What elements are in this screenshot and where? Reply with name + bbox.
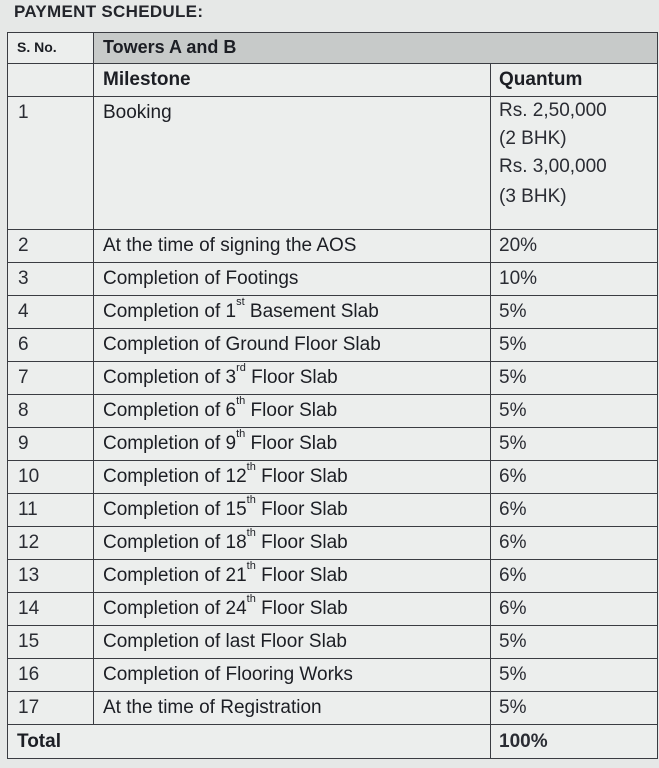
row-milestone [94,428,491,461]
total-value: 100% [491,725,658,759]
row-quantum: 5% [491,692,658,725]
row-sno: 12 [8,527,94,560]
quantum-3bhk-amount: Rs. 3,00,000 [499,156,607,177]
table-row [8,626,658,659]
table-row-booking [8,97,658,230]
ordinal-suffix: th [246,593,256,605]
row-quantum: 5% [491,626,658,659]
table-row [8,329,658,362]
row-milestone: At the time of Registration [94,692,491,725]
row-quantum: 6% [491,527,658,560]
table-row [8,494,658,527]
row-milestone [94,560,491,593]
quantum-2bhk-amount: Rs. 2,50,000 [499,100,607,121]
empty-cell [8,64,94,97]
row-sno: 10 [8,461,94,494]
milestone-text-suffix: Floor Slab [261,466,348,487]
payment-schedule-table [7,32,658,759]
row-sno: 9 [8,428,94,461]
row-quantum: 6% [491,494,658,527]
quantum-3bhk-type: (3 BHK) [499,186,567,207]
row-quantum: 6% [491,560,658,593]
row-quantum: 5% [491,362,658,395]
milestone-text: Completion of 15 [103,499,247,520]
milestone-text-suffix: Floor Slab [261,499,348,520]
milestone-text-suffix: Floor Slab [261,565,348,586]
ordinal-suffix: th [246,461,256,473]
row-sno: 2 [8,230,94,263]
ordinal-suffix: th [236,428,246,440]
table-row [8,527,658,560]
row-sno: 14 [8,593,94,626]
milestone-text: Completion of 1 [103,301,237,322]
row-milestone: Completion of Flooring Works [94,659,491,692]
ordinal-suffix: st [236,296,245,308]
milestone-text: Completion of 12 [103,466,247,487]
milestone-text-suffix: Floor Slab [261,532,348,553]
ordinal-suffix: th [246,560,256,572]
milestone-text: Completion of 9 [103,433,237,454]
row-quantum: 10% [491,263,658,296]
total-label: Total [8,725,491,759]
row-milestone: Completion of Ground Floor Slab [94,329,491,362]
row-quantum: 6% [491,593,658,626]
milestone-text-suffix: Floor Slab [250,400,338,421]
row-milestone: Booking [94,97,491,230]
milestone-text: Completion of 3 [103,367,237,388]
row-sno: 16 [8,659,94,692]
sno-column-header: S. No. [8,33,94,64]
row-quantum: 5% [491,659,658,692]
milestone-column-header: Milestone [94,64,491,97]
table-row [8,593,658,626]
row-sno: 13 [8,560,94,593]
row-milestone [94,527,491,560]
row-quantum: 5% [491,428,658,461]
page-title: PAYMENT SCHEDULE: [14,2,204,21]
total-row [8,725,658,759]
table-row [8,263,658,296]
row-quantum: 5% [491,329,658,362]
quantum-2bhk-type: (2 BHK) [499,128,567,149]
table-row [8,659,658,692]
row-quantum-booking [491,97,658,230]
row-milestone [94,362,491,395]
row-sno: 7 [8,362,94,395]
row-milestone [94,461,491,494]
row-sno: 6 [8,329,94,362]
row-sno: 11 [8,494,94,527]
row-milestone [94,296,491,329]
row-milestone [94,395,491,428]
milestone-text: Completion of 18 [103,532,247,553]
table-row [8,362,658,395]
row-sno: 15 [8,626,94,659]
row-quantum: 5% [491,296,658,329]
table-row [8,692,658,725]
table-row [8,461,658,494]
table-row [8,428,658,461]
row-milestone: Completion of Footings [94,263,491,296]
table-header-row [8,33,658,64]
row-sno: 8 [8,395,94,428]
row-milestone [94,494,491,527]
row-milestone [94,593,491,626]
quantum-column-header: Quantum [491,64,658,97]
milestone-text: Completion of 21 [103,565,247,586]
row-sno: 1 [8,97,94,230]
table-row [8,395,658,428]
milestone-text-suffix: Basement Slab [249,301,379,322]
milestone-text: Completion of 6 [103,400,237,421]
row-quantum: 6% [491,461,658,494]
row-quantum: 5% [491,395,658,428]
milestone-text-suffix: Floor Slab [250,433,338,454]
row-sno: 17 [8,692,94,725]
ordinal-suffix: th [246,527,256,539]
table-row [8,230,658,263]
table-subheader-row [8,64,658,97]
ordinal-suffix: rd [236,362,246,374]
ordinal-suffix: th [246,494,256,506]
ordinal-suffix: th [236,395,246,407]
row-milestone: Completion of last Floor Slab [94,626,491,659]
tower-heading: Towers A and B [94,33,658,64]
milestone-text-suffix: Floor Slab [251,367,338,388]
row-quantum: 20% [491,230,658,263]
table-row [8,296,658,329]
row-milestone: At the time of signing the AOS [94,230,491,263]
milestone-text-suffix: Floor Slab [261,598,348,619]
table-row [8,560,658,593]
row-sno: 3 [8,263,94,296]
row-sno: 4 [8,296,94,329]
milestone-text: Completion of 24 [103,598,247,619]
